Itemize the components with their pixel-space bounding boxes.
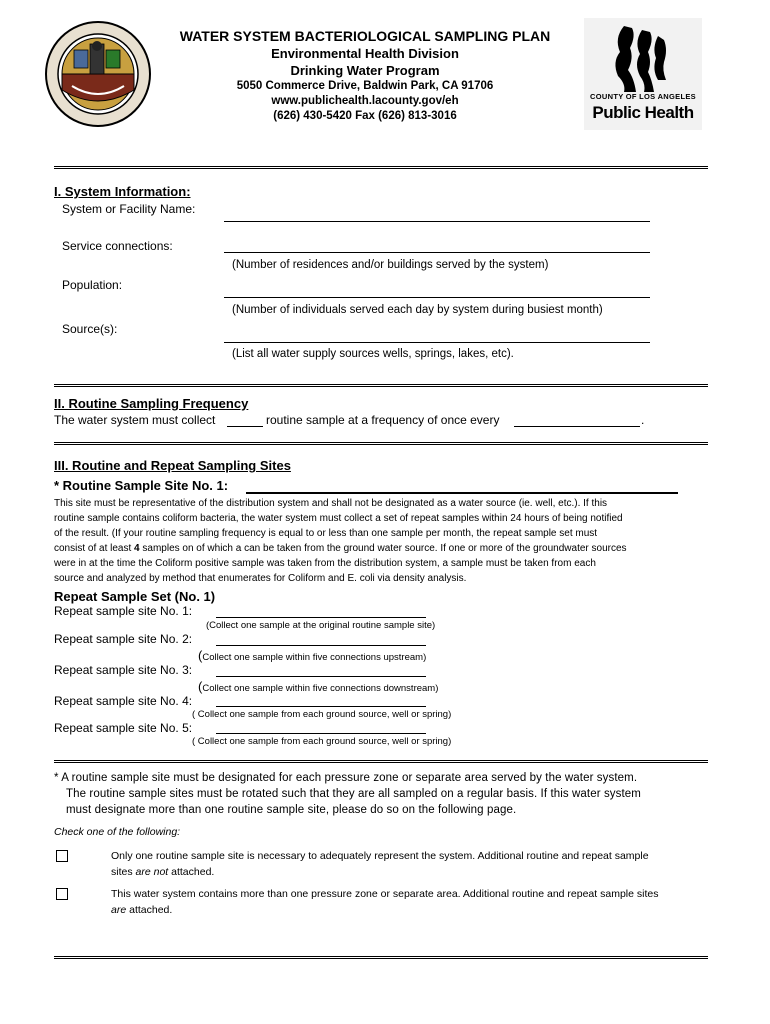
logo-county-text: COUNTY OF LOS ANGELES	[590, 92, 696, 101]
division-name: Environmental Health Division	[271, 46, 459, 61]
facility-name-label: System or Facility Name:	[62, 202, 196, 216]
repeat-site-5-field[interactable]	[216, 733, 426, 734]
form-title: WATER SYSTEM BACTERIOLOGICAL SAMPLING PLAN	[179, 28, 551, 44]
public-health-logo	[584, 18, 702, 130]
logo-public-health-text: Public Health	[592, 103, 694, 122]
repeat-site-4-field[interactable]	[216, 706, 426, 707]
sources-label: Source(s):	[62, 322, 118, 336]
repeat-site-3-field[interactable]	[216, 676, 426, 677]
county-seal	[44, 20, 152, 128]
option2-checkbox[interactable]	[56, 888, 68, 900]
facility-name-field[interactable]	[224, 221, 650, 222]
option1-text: Only one routine sample site is necessary to adequately represent the system. Additional routine and repeat sample sites are not attached.	[111, 850, 649, 878]
divider	[54, 956, 708, 959]
repeat-site-1-label: Repeat sample site No. 1:	[54, 604, 193, 618]
frequency-text-a: The water system must collect	[54, 413, 216, 427]
website: www.publichealth.lacounty.gov/eh	[271, 95, 459, 107]
address: 5050 Commerce Drive, Baldwin Park, CA 91706	[236, 80, 494, 92]
repeat-site-5-label: Repeat sample site No. 5:	[54, 721, 193, 735]
repeat-site-2-label: Repeat sample site No. 2:	[54, 632, 193, 646]
section3-heading: III. Routine and Repeat Sampling Sites	[54, 458, 291, 473]
option1-checkbox[interactable]	[56, 850, 68, 862]
service-connections-label: Service connections:	[62, 239, 173, 253]
repeat-site-1-hint: (Collect one sample at the original routine sample site)	[206, 620, 436, 631]
sources-field[interactable]	[224, 342, 650, 343]
section2-heading: II. Routine Sampling Frequency	[54, 396, 249, 411]
divider	[54, 442, 708, 445]
designation-note: * A routine sample site must be designated for each pressure zone or separate area served by the water system. The routine sample sites must be rotated such that they are all sampled on a regular basis. If this water system must designate more than one routine sample site, please do so on the following page.	[54, 772, 641, 816]
repeat-site-3-hint: (Collect one sample within five connections downstream)	[198, 679, 439, 694]
repeat-site-2-field[interactable]	[216, 645, 426, 646]
routine-site-label: * Routine Sample Site No. 1:	[54, 478, 229, 493]
repeat-site-4-label: Repeat sample site No. 4:	[54, 694, 193, 708]
population-hint: (Number of individuals served each day by system during busiest month)	[232, 304, 603, 316]
divider	[54, 166, 708, 169]
repeat-set-heading: Repeat Sample Set (No. 1)	[54, 589, 216, 604]
routine-site-field[interactable]	[246, 492, 678, 494]
service-connections-field[interactable]	[224, 252, 650, 253]
check-prompt: Check one of the following:	[54, 826, 181, 838]
program-name: Drinking Water Program	[290, 63, 440, 78]
population-field[interactable]	[224, 297, 650, 298]
sources-hint: (List all water supply sources wells, springs, lakes, etc).	[232, 348, 514, 360]
sample-count-field[interactable]	[227, 426, 263, 427]
service-connections-hint: (Number of residences and/or buildings served by the system)	[232, 259, 549, 271]
repeat-site-1-field[interactable]	[216, 617, 426, 618]
phone-fax: (626) 430-5420 Fax (626) 813-3016	[273, 110, 457, 122]
divider	[54, 760, 708, 763]
frequency-text-end: .	[641, 413, 645, 427]
divider	[54, 384, 708, 387]
population-label: Population:	[62, 278, 123, 292]
section1-heading: I. System Information:	[54, 184, 191, 199]
repeat-site-4-hint: ( Collect one sample from each ground source, well or spring)	[192, 709, 452, 720]
frequency-text-b: routine sample at a frequency of once every	[266, 413, 500, 427]
repeat-site-3-label: Repeat sample site No. 3:	[54, 663, 193, 677]
repeat-site-5-hint: ( Collect one sample from each ground source, well or spring)	[192, 736, 452, 747]
option2-text: This water system contains more than one pressure zone or separate area. Additional routine and repeat sample sites are attached.	[111, 888, 659, 916]
frequency-period-field[interactable]	[514, 426, 640, 427]
routine-site-instructions: This site must be representative of the distribution system and shall not be designated as a water source (ie. well, etc.). If this routine sample contains coliform bacteria, the water system must collect a set of repeat samples within 24 hours of being notified of the result. (If your routine sampling frequency is equal to or less than one sample per month, the repeat sample set must consist of at least 4 samples on of which a can be taken from the ground water source. If one or more of the groundwater sources were in at the time the Coliform positive sample was taken from the distribution system, a sample must be taken from each source and analyzed by method that enumerates for Coliform and E. coli via density analysis.	[54, 498, 627, 584]
repeat-site-2-hint: (Collect one sample within five connections upstream)	[198, 648, 427, 663]
